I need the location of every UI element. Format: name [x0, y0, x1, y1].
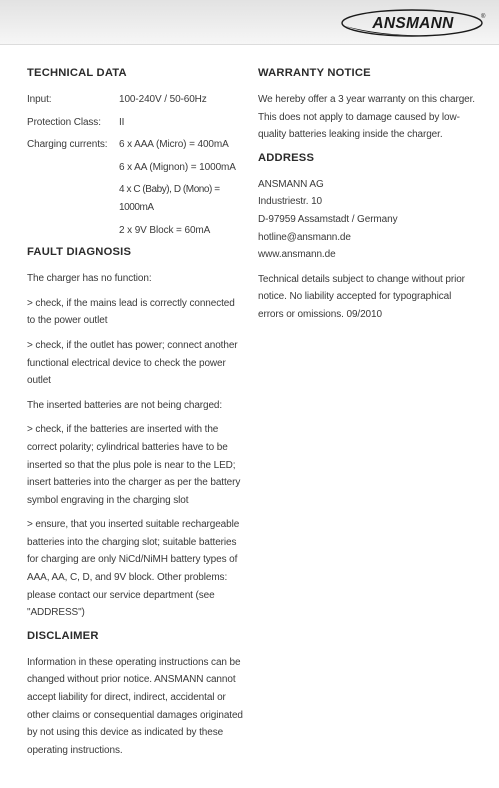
fault-item-mains-lead: > check, if the mains lead is correctly connected to the power outlet	[27, 297, 235, 327]
protection-label: Protection Class:	[27, 116, 101, 128]
address-street: Industriestr. 10	[258, 196, 322, 208]
right-column	[258, 66, 476, 331]
change-notice: Technical details subject to change without prior notice. No liability accepted for typographical errors or omissions. 09/2010	[258, 273, 465, 320]
fault-item-suitable-batteries: > ensure, that you inserted suitable rechargeable batteries into the charging slot; suitable batteries for charging are only NiCd/NiMH battery types of AAA, AA, C, D, and 9V block. Other problems: please contact our service department (see "ADDRESS")	[27, 519, 240, 619]
address-company: ANSMANN AG	[258, 178, 324, 190]
address-web[interactable]: www.ansmann.de	[258, 249, 336, 261]
protection-row	[27, 114, 243, 132]
input-label: Input:	[27, 94, 52, 105]
warranty-text: We hereby offer a 3 year warranty on this charger. This does not apply to damage caused by low-quality batteries leaking inside the charger.	[258, 94, 475, 141]
fault-item-outlet-power: > check, if the outlet has power; connect another functional electrical device to check the power outlet	[27, 339, 238, 387]
input-row	[27, 91, 243, 109]
address-city: D-97959 Assamstadt / Germany	[258, 213, 398, 225]
charging-label: Charging currents:	[27, 139, 108, 151]
current-9v: 2 x 9V Block = 60mA	[119, 224, 211, 236]
input-value: 100-240V / 50-60Hz	[119, 94, 207, 105]
svg-text:®: ®	[481, 14, 486, 20]
fault-intro-no-function: The charger has no function:	[27, 273, 152, 285]
current-c-d: 4 x C (Baby), D (Mono) = 1000mA	[119, 184, 220, 213]
disclaimer-text: Information in these operating instructions can be changed without prior notice. ANSMANN cannot accept liability for direct, indirect, accidental or other claims or consequential damages originated by not using this device as indicated by these operating instructions.	[27, 656, 243, 756]
charging-row	[27, 136, 243, 154]
disclaimer-heading: DISCLAIMER	[27, 629, 99, 642]
fault-item-polarity: > check, if the batteries are inserted with the correct polarity; cylindrical batteries have to be inserted so that the plus pole is near to the LED; insert batteries into the charger as per the battery symbol engraving in the charging slot	[27, 424, 241, 506]
warranty-heading: WARRANTY NOTICE	[258, 67, 371, 79]
left-column	[27, 66, 243, 766]
address-heading: ADDRESS	[258, 151, 315, 164]
technical-data-heading: TECHNICAL DATA	[27, 67, 127, 79]
protection-value: II	[119, 116, 125, 128]
address-email[interactable]: hotline@ansmann.de	[258, 231, 351, 243]
fault-diagnosis-heading: FAULT DIAGNOSIS	[27, 246, 132, 259]
svg-text:ANSMANN: ANSMANN	[372, 15, 454, 32]
current-aaa: 6 x AAA (Micro) = 400mA	[119, 139, 229, 151]
current-aa: 6 x AA (Mignon) = 1000mA	[119, 161, 236, 173]
page-header	[0, 0, 499, 45]
fault-intro-not-charging: The inserted batteries are not being charged:	[27, 399, 223, 411]
ansmann-logo	[341, 9, 487, 37]
